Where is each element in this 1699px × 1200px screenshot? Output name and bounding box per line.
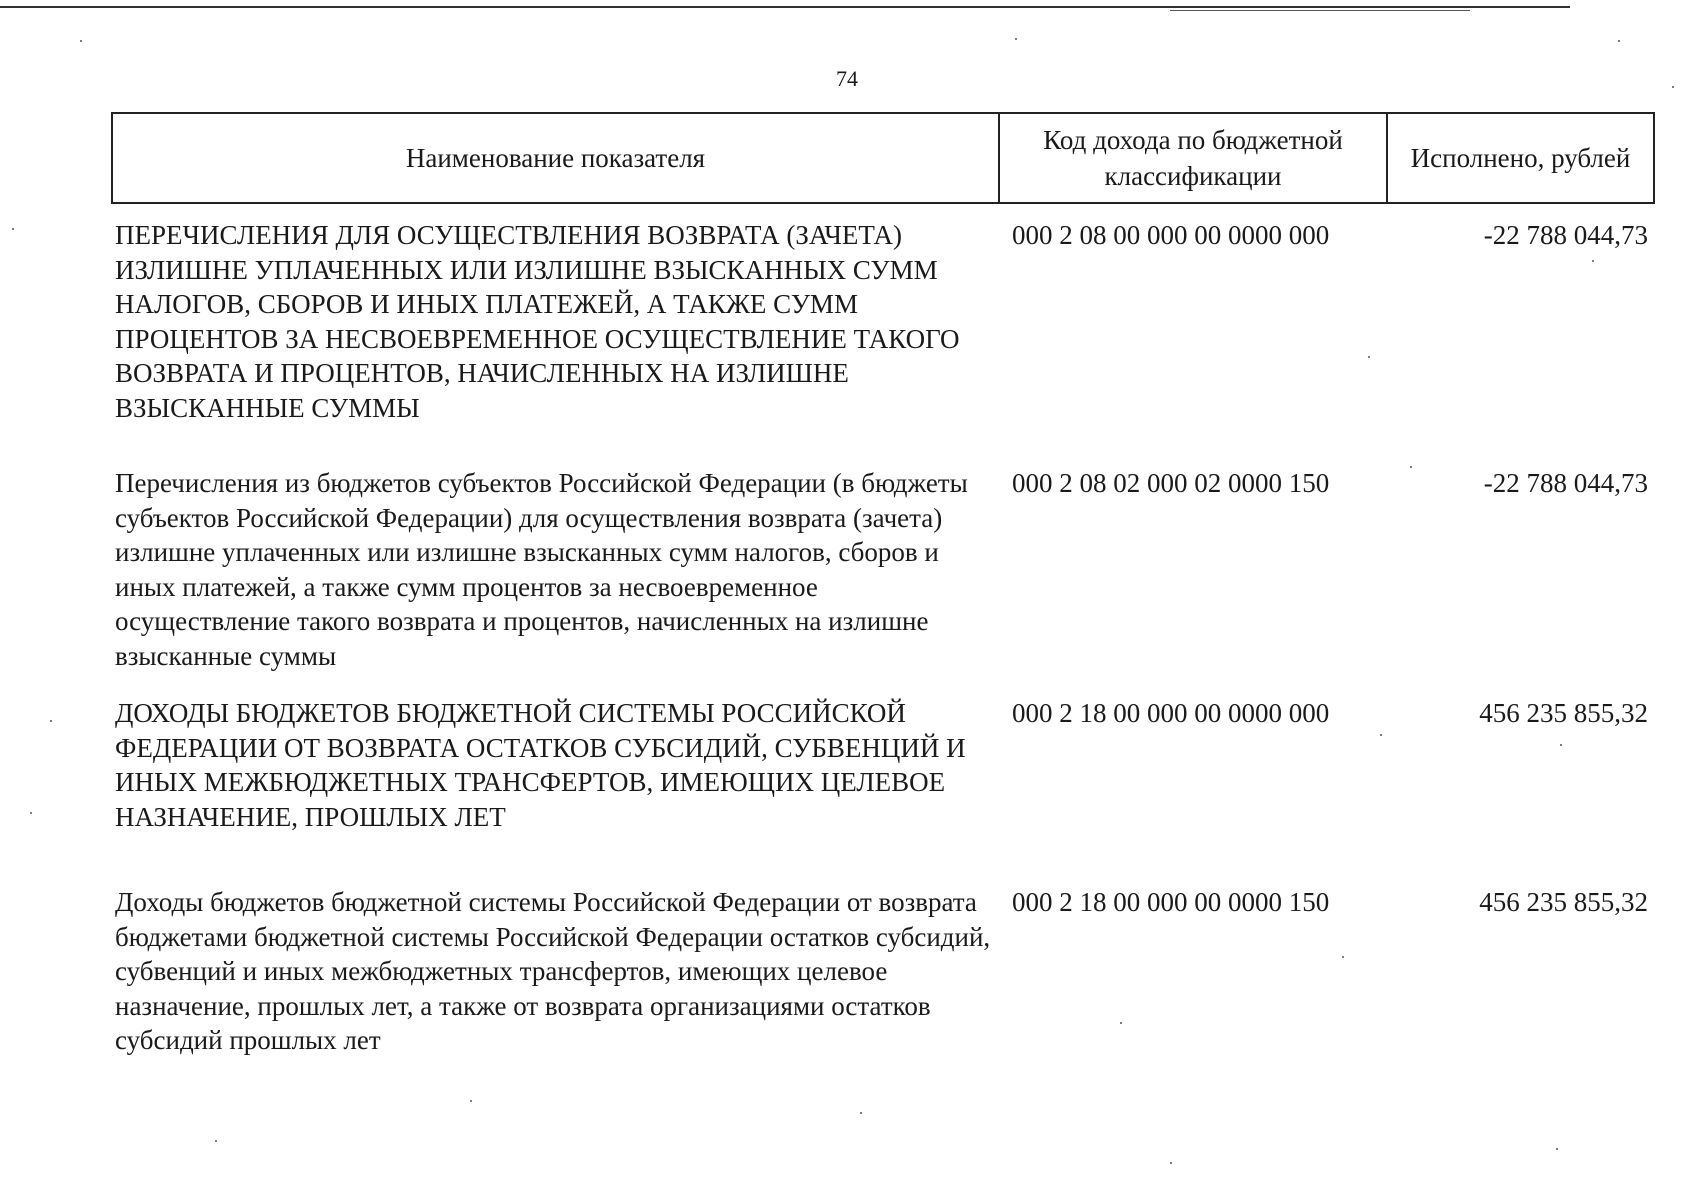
scan-speck [860,1112,862,1114]
scan-speck [1368,356,1370,358]
table-header-row [112,113,1654,203]
table-row [112,464,1654,694]
scan-speck [12,228,14,230]
row-revenue-code: 000 2 18 00 000 00 0000 150 [1012,887,1330,917]
scan-speck [1170,1162,1172,1164]
scan-speck [215,1140,217,1142]
scan-speck [1015,38,1017,40]
budget-revenue-table [111,112,1655,1065]
table-row [112,203,1654,464]
row-indicator-name: Доходы бюджетов бюджетной системы Российской Федерации от возврата бюджетами бюджетной системы Российской Федерации остатков субсидий, субвенций и иных межбюджетных трансфертов, имеющих целевое назначение, прошлых лет, а также от возврата организациями остатков субсидий прошлых лет [115,887,991,1055]
row-executed-amount: 456 235 855,32 [1479,698,1648,728]
header-indicator-name: Наименование показателя [112,113,999,203]
header-executed-amount: Исполнено, рублей [1387,113,1654,203]
row-indicator-name: ДОХОДЫ БЮДЖЕТОВ БЮДЖЕТНОЙ СИСТЕМЫ РОССИЙСКОЙ ФЕДЕРАЦИИ ОТ ВОЗВРАТА ОСТАТКОВ СУБСИДИЙ, СУБВЕНЦИЙ И ИНЫХ МЕЖБЮДЖЕТНЫХ ТРАНСФЕРТОВ, ИМЕЮЩИХ ЦЕЛЕВОЕ НАЗНАЧЕНИЕ, ПРОШЛЫХ ЛЕТ [115,698,966,832]
scan-speck [1560,744,1562,746]
scan-speck [470,1100,472,1102]
scan-speck [1120,1022,1122,1024]
scan-speck [1592,260,1594,262]
row-revenue-code: 000 2 08 00 000 00 0000 000 [1012,220,1330,250]
page-number: 74 [836,66,858,91]
row-executed-amount: -22 788 044,73 [1483,220,1648,250]
table-row [112,694,1654,883]
row-executed-amount: 456 235 855,32 [1479,887,1648,917]
header-revenue-code: Код дохода по бюджетной классификации [999,113,1387,203]
top-border-line [0,6,1570,8]
scan-speck [1618,40,1620,42]
scan-speck [50,720,52,722]
scan-speck [1342,956,1344,958]
scan-speck [1556,1148,1558,1150]
scan-speck [30,812,32,814]
table-row [112,883,1654,1065]
scan-speck [1380,734,1382,736]
top-border-line-secondary [1170,10,1470,11]
row-revenue-code: 000 2 08 02 000 02 0000 150 [1012,468,1330,498]
scan-speck [1672,86,1674,88]
row-indicator-name: ПЕРЕЧИСЛЕНИЯ ДЛЯ ОСУЩЕСТВЛЕНИЯ ВОЗВРАТА (ЗАЧЕТА) ИЗЛИШНЕ УПЛАЧЕННЫХ ИЛИ ИЗЛИШНЕ ВЗЫСКАННЫХ СУММ НАЛОГОВ, СБОРОВ И ИНЫХ ПЛАТЕЖЕЙ, А ТАКЖЕ СУММ ПРОЦЕНТОВ ЗА НЕСВОЕВРЕМЕННОЕ ОСУЩЕСТВЛЕНИЕ ТАКОГО ВОЗВРАТА И ПРОЦЕНТОВ, НАЧИСЛЕННЫХ НА ИЗЛИШНЕ ВЗЫСКАННЫЕ СУММЫ [115,220,960,423]
row-revenue-code: 000 2 18 00 000 00 0000 000 [1012,698,1330,728]
scan-speck [1410,466,1412,468]
row-executed-amount: -22 788 044,73 [1483,468,1648,498]
scan-speck [80,40,82,42]
row-indicator-name: Перечисления из бюджетов субъектов Российской Федерации (в бюджеты субъектов Российской Федерации) для осуществления возврата (зачета) излишне уплаченных или излишне взысканных сумм налогов, сборов и иных платежей, а также сумм процентов за несвоевременное осуществление такого возврата и процентов, начисленных на излишне взысканные суммы [115,468,968,671]
